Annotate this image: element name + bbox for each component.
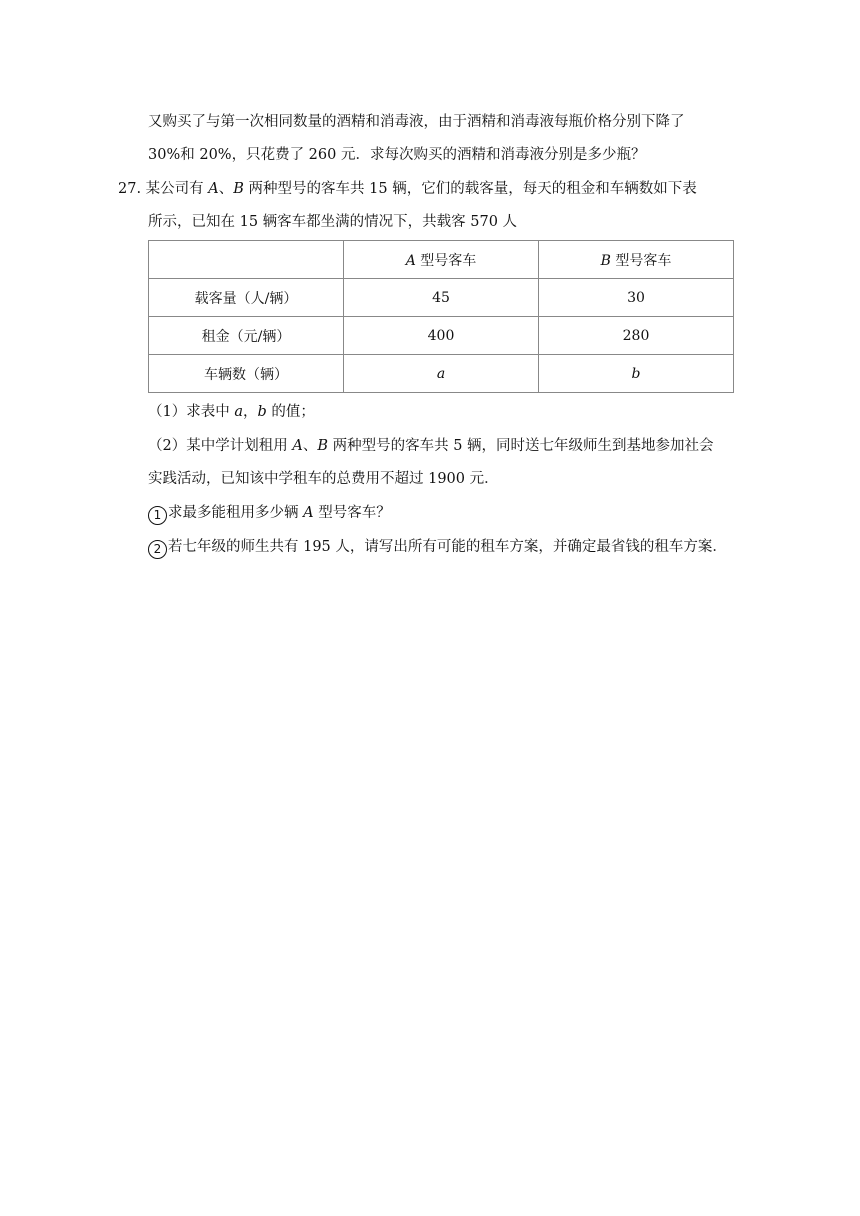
bus-info-table xyxy=(148,240,734,393)
table-header-b: B 型号客车 xyxy=(539,241,734,279)
sub-question-2: 2 若七年级的师生共有 195 人，请写出所有可能的租车方案，并确定最省钱的租车方案． xyxy=(148,537,727,559)
question-number: 27. xyxy=(118,181,142,197)
table-row-label: 租金（元/辆） xyxy=(149,317,344,355)
table-cell: 400 xyxy=(344,317,539,355)
table-header-a: A 型号客车 xyxy=(344,241,539,279)
var-B: B xyxy=(233,181,244,197)
sub-question-1: 1 求最多能租用多少辆 A 型号客车？ xyxy=(148,503,391,525)
stem-text: 两种型号的客车共 15 辆，它们的载客量，每天的租金和车辆数如下表 xyxy=(243,181,697,197)
separator: 、 xyxy=(218,181,234,197)
table-row-label: 载客量（人/辆） xyxy=(149,279,344,317)
prev-question-line-2: 30%和 20%，只花费了 260 元．求每次购买的酒精和消毒液分别是多少瓶？ xyxy=(148,147,646,163)
question-27-stem-line-2: 所示，已知在 15 辆客车都坐满的情况下，共载客 570 人 xyxy=(148,214,518,230)
table-row xyxy=(149,279,734,317)
table-header-empty xyxy=(149,241,344,279)
table-row-label: 车辆数（辆） xyxy=(149,355,344,393)
stem-text: 某公司有 xyxy=(145,181,209,197)
table-header-row xyxy=(149,241,734,279)
part-1: （1）求表中 a，b 的值； xyxy=(148,404,315,420)
table-cell: a xyxy=(344,355,539,393)
table-cell: 280 xyxy=(539,317,734,355)
circled-number-1: 1 xyxy=(148,506,167,525)
var-A: A xyxy=(208,181,219,197)
table-row xyxy=(149,355,734,393)
part-2-line-2: 实践活动，已知该中学租车的总费用不超过 1900 元． xyxy=(148,471,499,487)
table-cell: 45 xyxy=(344,279,539,317)
prev-question-line-1: 又购买了与第一次相同数量的酒精和消毒液，由于酒精和消毒液每瓶价格分别下降了 xyxy=(148,114,685,130)
table-cell: b xyxy=(539,355,734,393)
table-cell: 30 xyxy=(539,279,734,317)
table-row xyxy=(149,317,734,355)
circled-number-2: 2 xyxy=(148,540,167,559)
part-2-line-1: （2）某中学计划租用 A、B 两种型号的客车共 5 辆，同时送七年级师生到基地参加社会 xyxy=(148,438,714,454)
question-27-stem-line-1 xyxy=(118,179,697,199)
